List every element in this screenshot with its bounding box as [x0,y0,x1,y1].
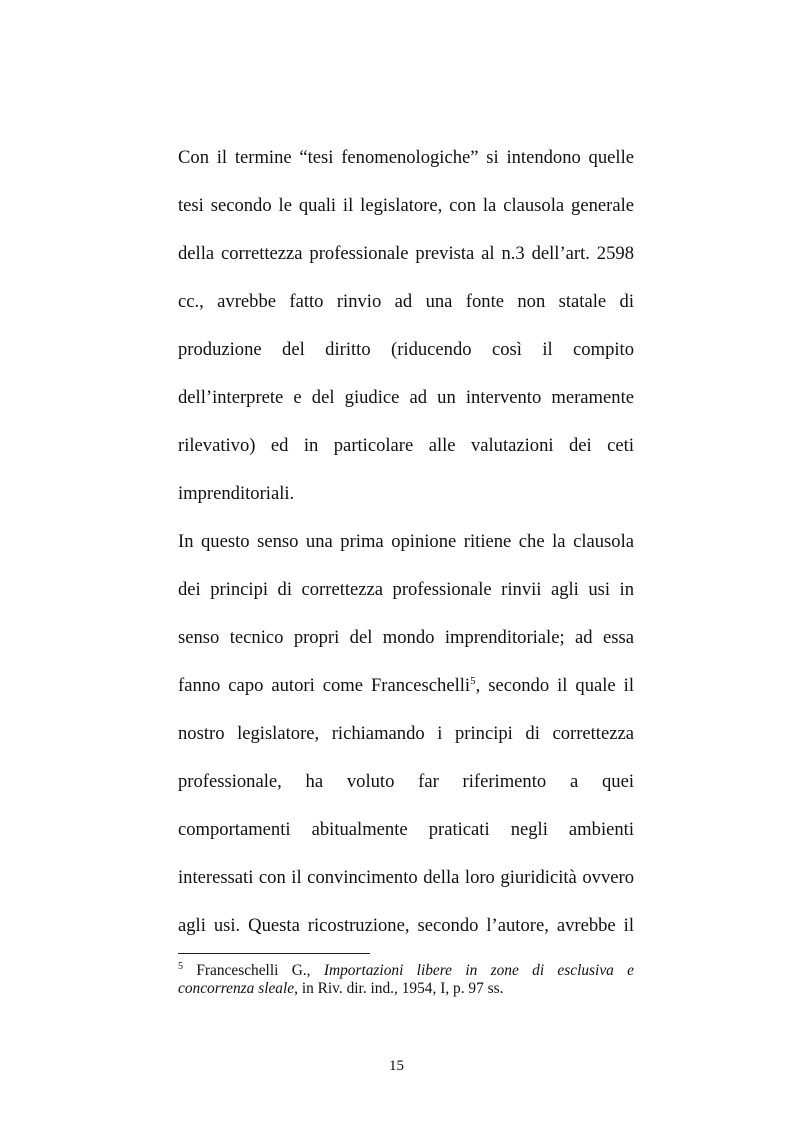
footnote-number: 5 [178,961,183,972]
footnote-reference[interactable]: 5 [470,675,476,687]
text-line: senso tecnico propri del mondo imprenditoriale; ad essa [178,627,634,648]
text-line: In questo senso una prima opinione ritiene che la clausola [178,531,634,552]
footnote-line [178,980,634,998]
text-line: imprenditoriali. [178,483,295,504]
text-segment: fanno capo autori come Franceschelli [178,675,471,696]
text-line [178,675,634,697]
text-line: professionale, ha voluto far riferimento a quei [178,771,634,792]
footnote-citation: , in Riv. dir. ind., 1954, I, p. 97 ss. [294,980,504,997]
text-line: interessati con il convincimento della loro giuridicità ovvero [178,867,634,888]
text-line: nostro legislatore, richiamando i principi di correttezza [178,723,634,744]
footnote-title: Importazioni libere in zone di esclusiva e [323,962,634,979]
text-line: produzione del diritto (riducendo così il compito [178,339,634,360]
footnote-author: Franceschelli G., [196,962,311,979]
page-number: 15 [389,1058,404,1074]
text-line: tesi secondo le quali il legislatore, con la clausola generale [178,195,634,216]
text-line: comportamenti abitualmente praticati negli ambienti [178,819,634,840]
text-line: dell’interprete e del giudice ad un intervento meramente [178,387,634,408]
text-line: dei principi di correttezza professionale rinvii agli usi in [178,579,634,600]
text-segment: , secondo il quale il [475,675,634,696]
text-line: della correttezza professionale prevista al n.3 dell’art. 2598 [178,243,634,264]
text-line: rilevativo) ed in particolare alle valutazioni dei ceti [178,435,634,456]
text-line: Con il termine “tesi fenomenologiche” si intendono quelle [178,147,634,168]
footnote-separator [178,953,370,954]
footnote-title: concorrenza sleale [178,980,295,997]
text-line: agli usi. Questa ricostruzione, secondo l’autore, avrebbe il [178,915,634,936]
text-line: cc., avrebbe fatto rinvio ad una fonte non statale di [178,291,634,312]
footnote-line [178,962,634,980]
